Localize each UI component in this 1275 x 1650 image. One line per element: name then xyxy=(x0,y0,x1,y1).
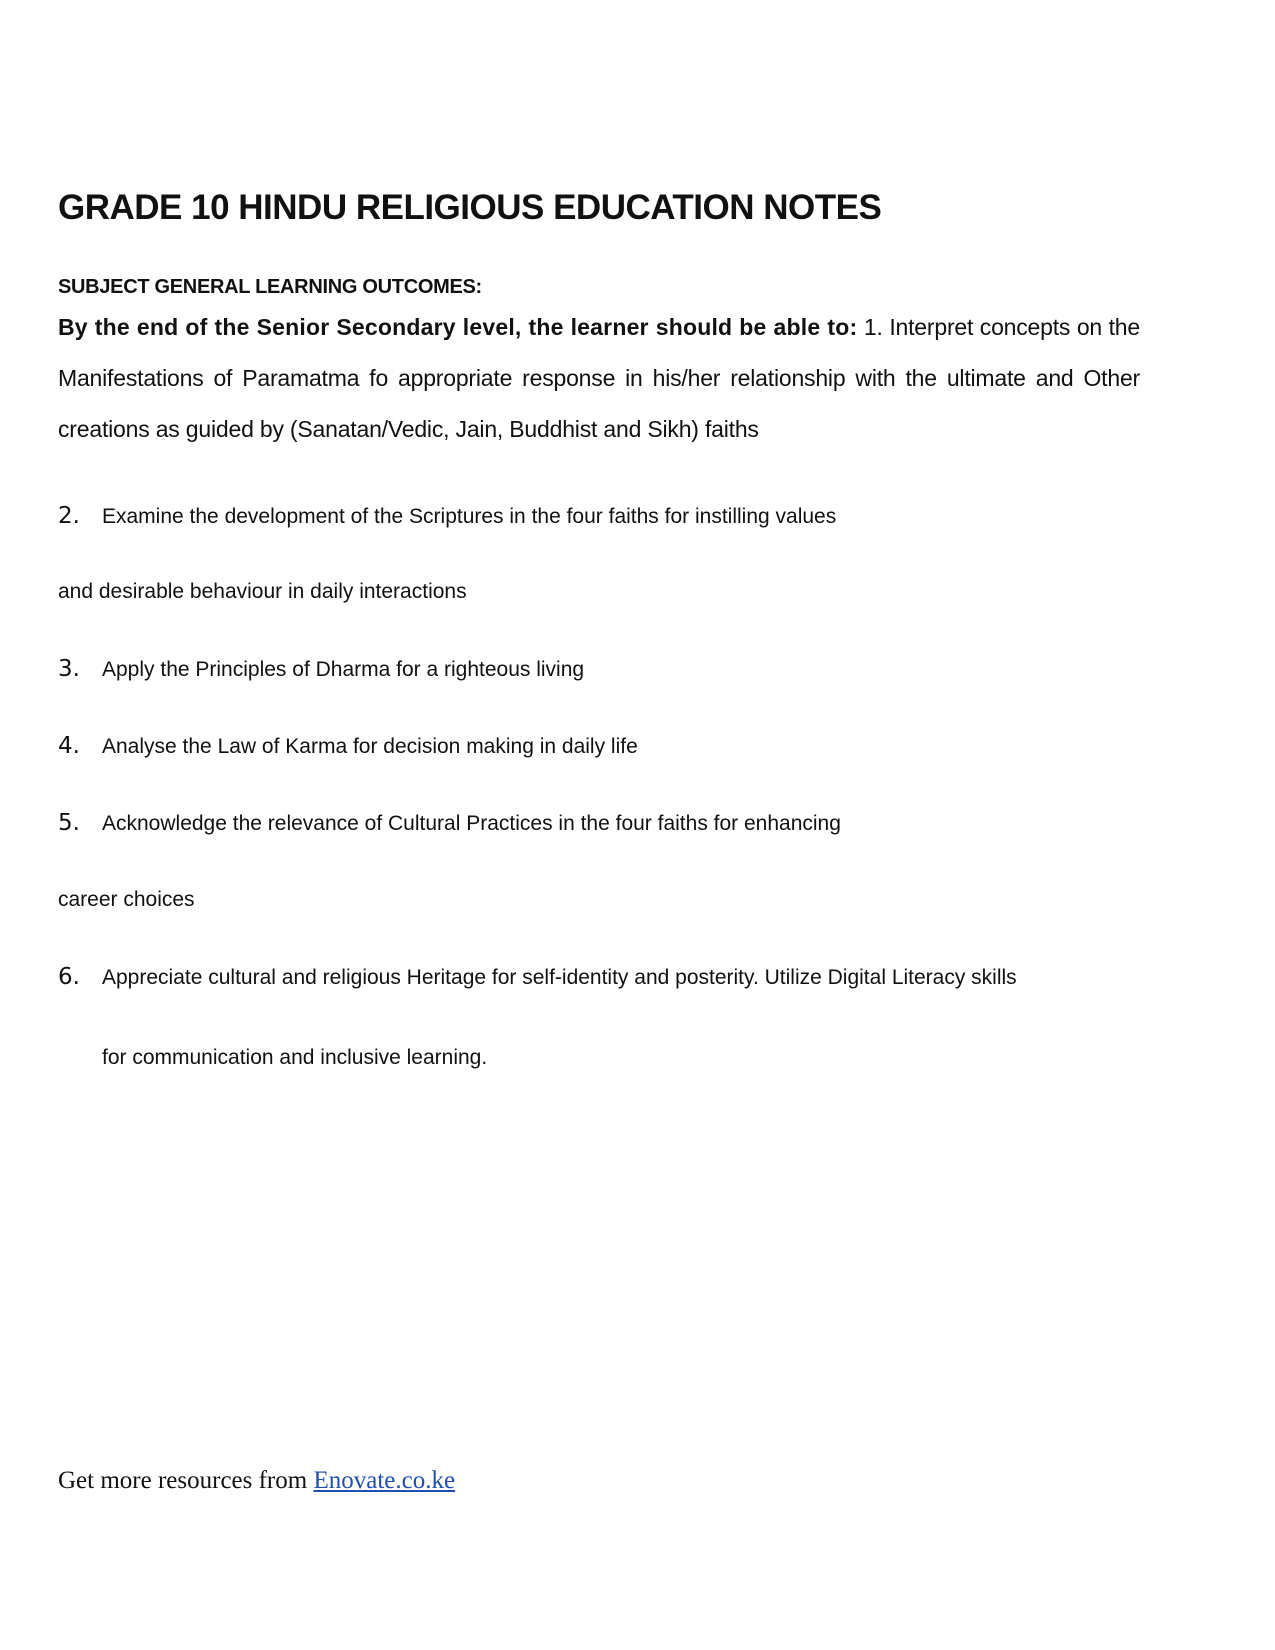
outcome-number-6: 6. xyxy=(58,964,80,990)
outcome-number-4: 4. xyxy=(58,733,80,759)
outcome-number-1: 1. xyxy=(863,314,883,340)
footer-text: Get more resources from xyxy=(58,1467,308,1494)
enovate-link[interactable]: Enovate.co.ke xyxy=(313,1467,456,1494)
outcome-continuation-5: career choices xyxy=(58,888,195,911)
document-title: GRADE 10 HINDU RELIGIOUS EDUCATION NOTES xyxy=(58,188,882,227)
intro-paragraph xyxy=(58,302,1140,455)
outcome-continuation-6: for communication and inclusive learning. xyxy=(102,1046,488,1069)
footer xyxy=(58,1467,455,1495)
outcome-text-3: Apply the Principles of Dharma for a righteous living xyxy=(102,658,585,681)
outcome-text-2: Examine the development of the Scriptures in the four faiths for instilling values xyxy=(102,505,837,528)
outcome-number-2: 2. xyxy=(58,503,80,529)
outcome-text-6: Appreciate cultural and religious Heritage for self-identity and posterity. Utilize Digital Literacy skills xyxy=(102,966,1017,989)
outcome-continuation-2: and desirable behaviour in daily interactions xyxy=(58,580,467,603)
outcome-number-3: 3. xyxy=(58,656,80,682)
outcome-text-1: Interpret concepts on the Manifestations of Paramatma fo appropriate response in his/her relationship with the ultimate and Other creations as guided by (Sanatan/Vedic, Jain, Buddhist and Sikh) faiths xyxy=(58,314,1140,442)
outcome-number-5: 5. xyxy=(58,810,80,836)
intro-lead: By the end of the Senior Secondary level, the learner should be able to: xyxy=(58,314,858,340)
outcome-text-5: Acknowledge the relevance of Cultural Practices in the four faiths for enhancing xyxy=(102,812,841,835)
outcome-text-4: Analyse the Law of Karma for decision making in daily life xyxy=(102,735,638,758)
subject-heading: SUBJECT GENERAL LEARNING OUTCOMES: xyxy=(58,276,482,298)
